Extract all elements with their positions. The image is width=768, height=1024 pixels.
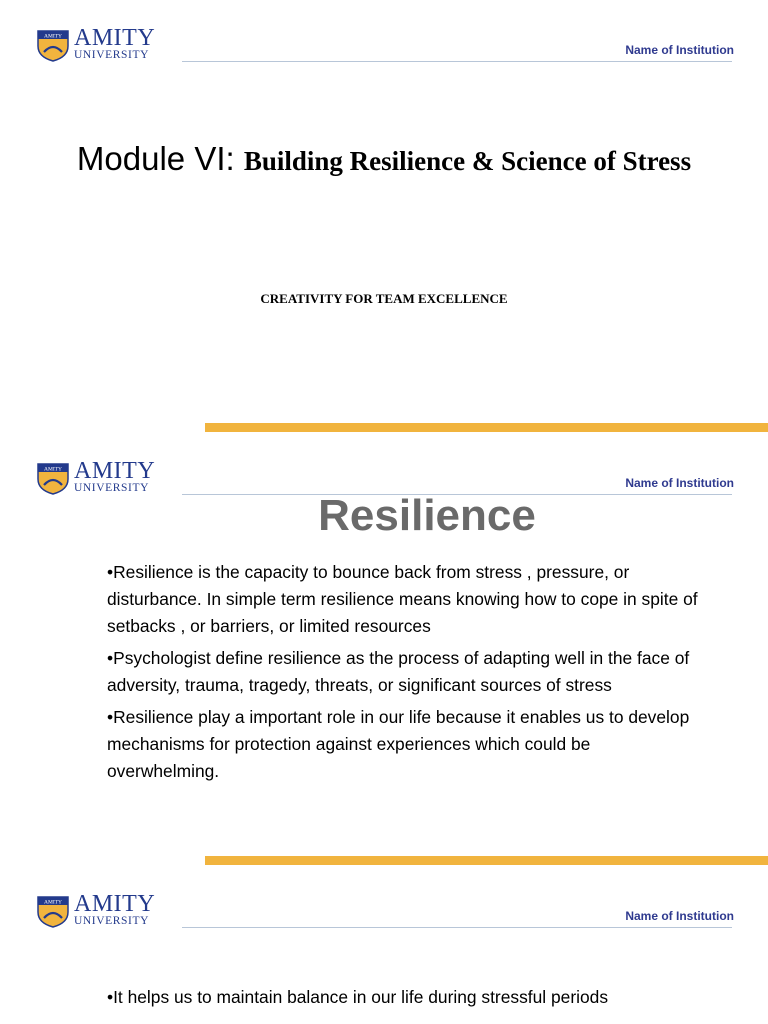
title-module: Module VI: (76, 140, 244, 177)
institution-name: Name of Institution (625, 909, 734, 923)
bullet-list (107, 559, 707, 790)
logo-wordmark: AMITY (74, 25, 156, 51)
institution-name: Name of Institution (625, 476, 734, 490)
svg-text:AMITY: AMITY (43, 33, 63, 40)
slide-3 (0, 866, 768, 1024)
logo-subtext: UNIVERSITY (74, 915, 149, 927)
footer-accent-bar (205, 856, 768, 865)
bullet-list (107, 984, 707, 1016)
svg-text:AMITY: AMITY (43, 466, 63, 473)
logo-wordmark: AMITY (74, 891, 156, 917)
title-topic: Building Resilience & Science of Stress (243, 146, 692, 176)
header-divider (182, 61, 732, 62)
amity-badge-icon (36, 894, 70, 928)
slide-2 (0, 433, 768, 866)
bullet-item: •Psychologist define resilience as the process of adapting well in the face of adversity, trauma, tragedy, threats, or significant sources of stress (107, 648, 690, 695)
bullet-item: •Resilience is the capacity to bounce back from stress , pressure, or disturbance. In simple term resilience means knowing how to cope in spite of setbacks , or barriers, or limited resources (107, 562, 698, 636)
amity-logo (36, 25, 168, 64)
institution-name: Name of Institution (625, 43, 734, 57)
slide-title (70, 140, 698, 180)
amity-badge-icon (36, 461, 70, 495)
logo-subtext: UNIVERSITY (74, 482, 149, 494)
slide-title: Resilience (318, 491, 536, 540)
amity-badge-icon (36, 28, 70, 62)
logo-wordmark: AMITY (74, 458, 156, 484)
slide-subtitle: CREATIVITY FOR TEAM EXCELLENCE (260, 291, 508, 306)
slide-1 (0, 0, 768, 433)
logo-subtext: UNIVERSITY (74, 49, 149, 61)
header-divider (182, 927, 732, 928)
amity-logo (36, 891, 168, 930)
bullet-item: •Resilience play a important role in our life because it enables us to develop mechanisms for protection against experiences which could be overwhelming. (107, 707, 690, 781)
bullet-item: •It helps us to maintain balance in our life during stressful periods (107, 987, 609, 1007)
svg-text:AMITY: AMITY (43, 899, 63, 906)
footer-accent-bar (205, 423, 768, 432)
